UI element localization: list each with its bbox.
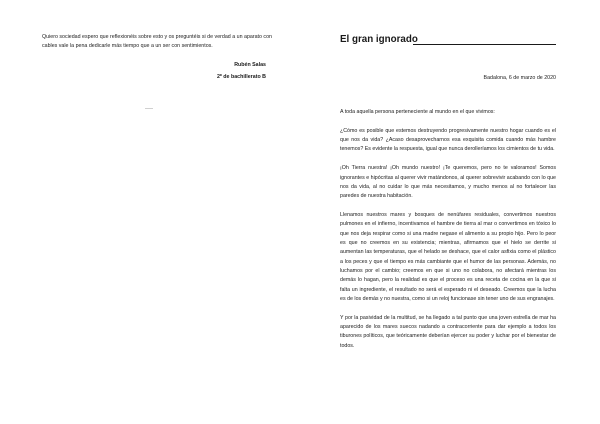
greeting-paragraph: A toda aquella persona perteneciente al mundo en el que vivimos: [340,109,495,115]
letter-body [340,108,556,361]
closing-paragraph: Quiero sociedad espero que reflexionéis sobre esto y os preguntéis si de verdad a un aparato con cables vale la pena dedicarle más tiempo que a un ser con sentimientos. [42,34,272,49]
body-paragraph: Y por la pasividad de la multitud, se ha llegado a tal punto que una joven estrella de mar ha aparecido de los mares suecos nadando a contracorriente para dar ejemplo a todos los tiburones políticos, que teóricamente deberían ejercer su poder y luchar por el bienestar de todos. [340,314,556,349]
body-paragraph: ¿Cómo es posible que estemos destruyendo progresivamente nuestro hogar cuando es el que nos da vida? ¿Acaso desaprovecharnos esa exquisita comida cuando más hambre tenemos? Es evidente la respuesta, igual que nunca derolleríamos los cimientos de tu vida. [340,127,556,153]
letter-title: El gran ignorado [340,34,418,45]
author-name: Rubén Salas [234,62,266,68]
body-paragraph: ¡Oh Tierra nuestra! ¡Oh mundo nuestro! ¡Te queremos, pero no te valoramos! Somos ignorantes e hipócritas al querer vivir matándonos, al querer sobrevivir acabando con lo que nos da vida, al no cuidar lo que más necesitamos, y mucho menos al no fortalecer las paredes de nuestra habitación. [340,165,556,200]
footer-mark: ········ [145,106,153,110]
title-underline [413,44,556,45]
author-course: 2º de bachillerato B [216,74,266,80]
body-paragraph: Llenamos nuestros mares y bosques de nenúfares residuales, convertimos nuestros pulmones en el infierno, incentivamos el hambre de tierra al mar o convertimos en tóxico lo que nos deja respirar como si una madre negase el alimento a su propio hijo. Pero lo peor es que no creemos en su existencia; mientras, afirmamos que el hielo se derrite si aumentan las temperaturas, que el helado se deshace, que el calor asfixia como el plástico a los peces y que el tiempo es más cambiante que el humor de las personas. Además, no luchamos por el cambio; creemos en que si uno no colabora, no afectará mientras los demás lo hagan, pero la realidad es que el proceso es una receta de cocina en la que si falta un ingrediente, el resultado no será el esperado ni el deseado. Creemos que la lucha es de los demás y no nuestra, como si un reloj funcionase sin tener uno de sus engranajes. [340,212,556,302]
place-date: Badalona, 6 de marzo de 2020 [483,75,556,81]
